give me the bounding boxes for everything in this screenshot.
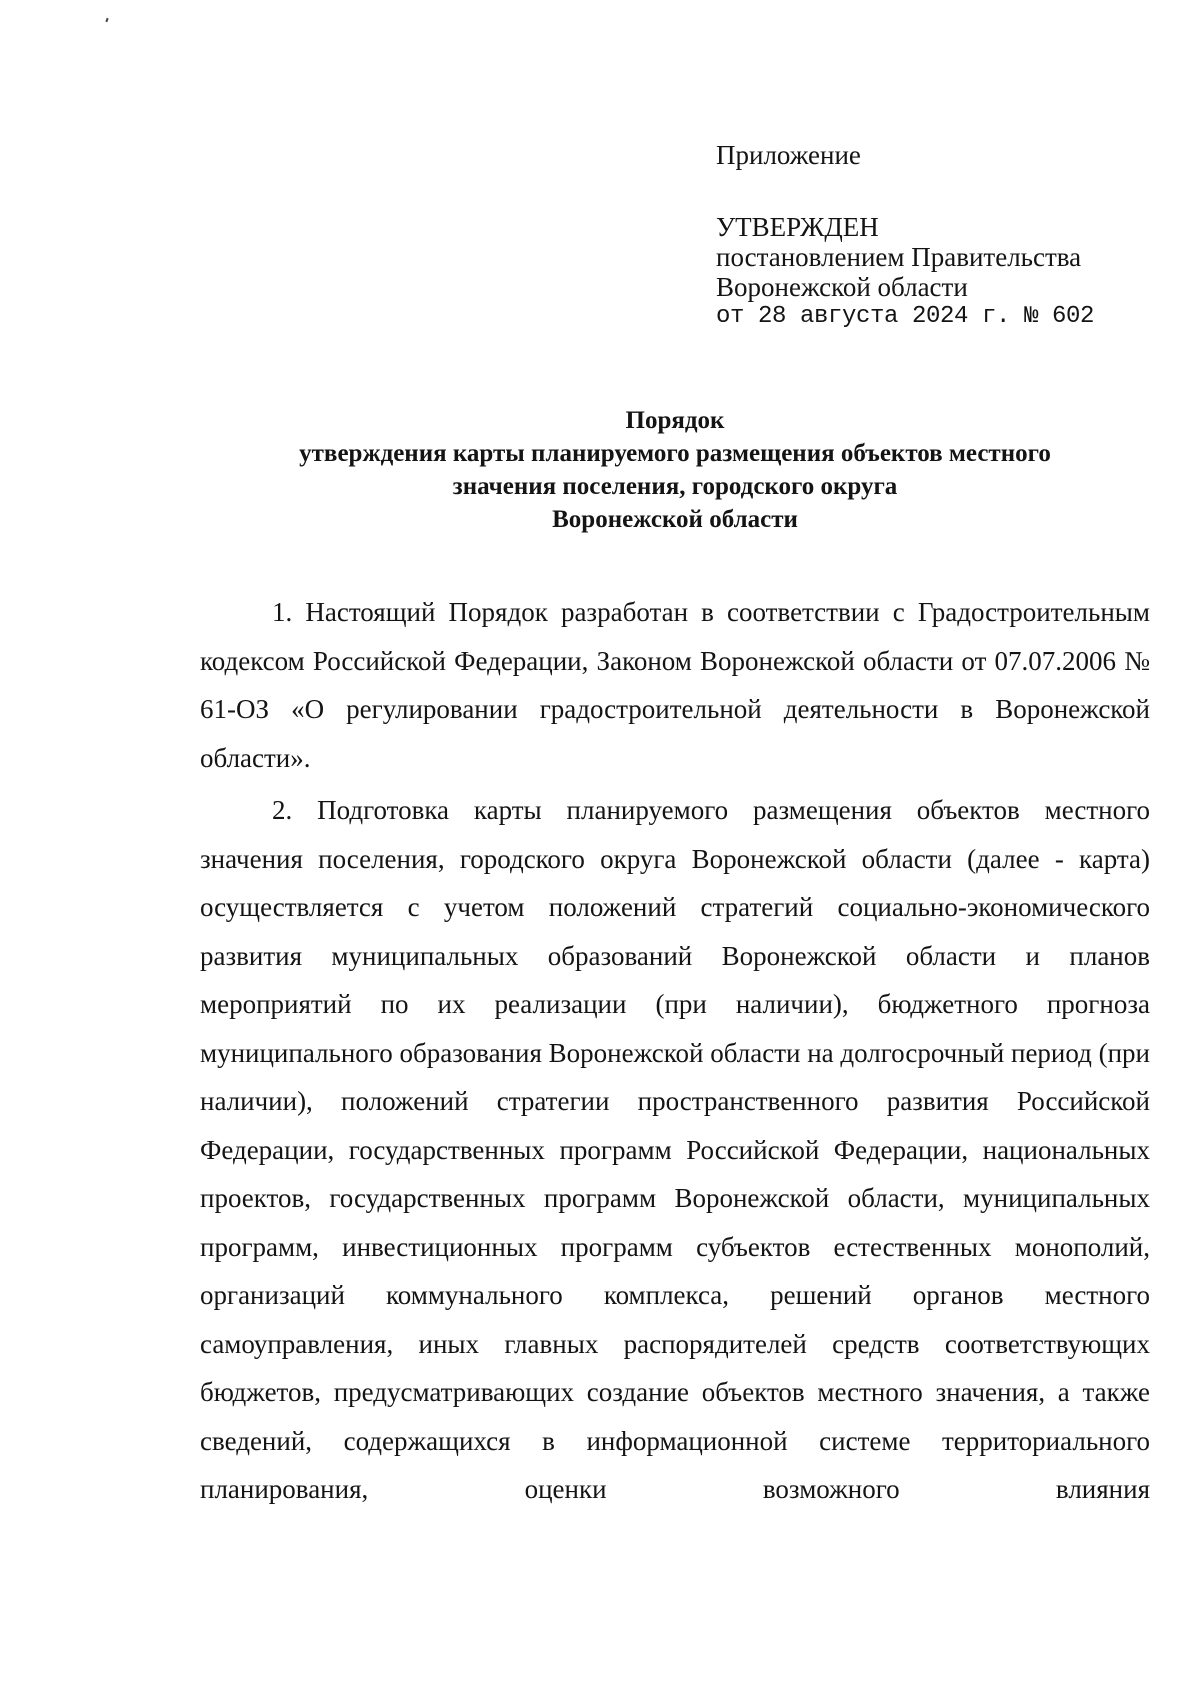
scan-speck xyxy=(105,18,108,22)
approval-date-number: от 28 августа 2024 г. № 602 xyxy=(716,303,1095,330)
appendix-label: Приложение xyxy=(716,140,861,170)
approved-by-line1: постановлением Правительства xyxy=(716,242,1082,272)
title-line-3: значения поселения, городского округа xyxy=(452,473,898,500)
approved-by-line2: Воронежской области xyxy=(716,272,968,302)
title-line-2: утверждения карты планируемого размещения объектов местного xyxy=(299,440,1051,467)
document-title xyxy=(180,404,1170,536)
paragraph-1: 1. Настоящий Порядок разработан в соответствии с Градостроительным кодексом Российской Федерации, Законом Воронежской области от 07.07.2006 № 61-ОЗ «О регулировании градостроительной деятельности в Воронежской области». xyxy=(200,597,1150,773)
document-body xyxy=(200,588,1150,1518)
title-line-4: Воронежской области xyxy=(552,506,798,533)
paragraph-2: 2. Подготовка карты планируемого размещения объектов местного значения поселения, городского округа Воронежской области (далее - карта) осуществляется с учетом положений стратегий социально-экономического развития муниципальных образований Воронежской области и планов мероприятий по их реализации (при наличии), бюджетного прогноза муниципального образования Воронежской области на долгосрочный период (при наличии), положений стратегии пространственного развития Российской Федерации, государственных программ Российской Федерации, национальных проектов, государственных программ Воронежской области, муниципальных программ, инвестиционных программ субъектов естественных монополий, организаций коммунального комплекса, решений органов местного самоуправления, иных главных распорядителей средств соответствующих бюджетов, предусматривающих создание объектов местного значения, а также сведений, содержащихся в информационной системе территориального планирования, оценки возможного влияния xyxy=(200,795,1150,1504)
title-line-1: Порядок xyxy=(625,407,725,434)
approved-label: УТВЕРЖДЕН xyxy=(716,212,879,242)
approval-block xyxy=(716,140,1094,332)
